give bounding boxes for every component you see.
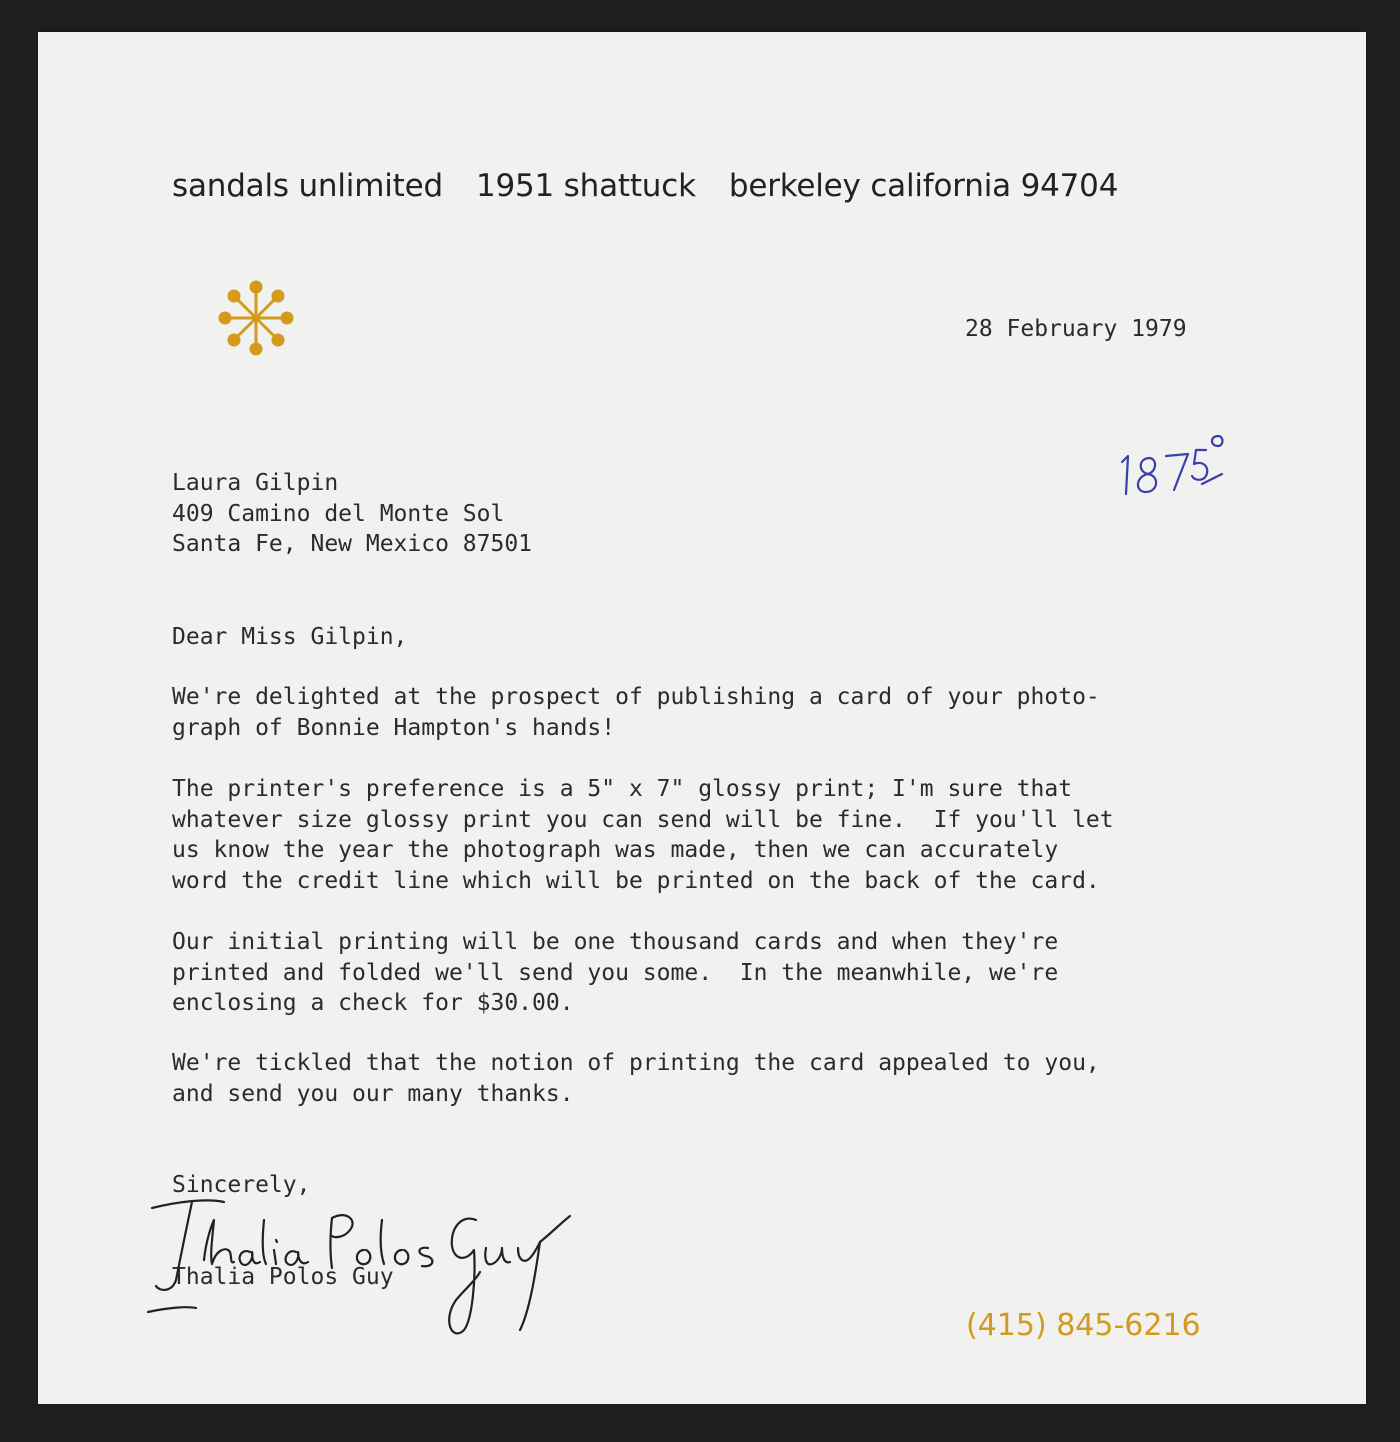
letterhead <box>172 168 1118 204</box>
paragraph: Our initial printing will be one thousand cards and when they're printed and folded we'll send you some. In the meanwhile, we're enclosing a check for $30.00. <box>172 929 1059 1017</box>
recipient-address <box>172 468 532 560</box>
city-address: berkeley california 94704 <box>728 168 1119 204</box>
closing: Sincerely, <box>172 1172 311 1198</box>
handwritten-margin-note <box>1114 432 1224 512</box>
salutation: Dear Miss Gilpin, <box>172 624 408 650</box>
paragraph: We're delighted at the prospect of publishing a card of your photo- graph of Bonnie Hampton's hands! <box>172 684 1100 741</box>
asterisk-flower-icon <box>218 280 294 356</box>
recipient-name: Laura Gilpin <box>172 470 339 496</box>
recipient-city: Santa Fe, New Mexico 87501 <box>172 531 533 558</box>
letter-page <box>38 32 1366 1404</box>
phone-number: (415) 845-6216 <box>966 1308 1201 1343</box>
handwritten-signature <box>146 1180 576 1350</box>
street-address: 1951 shattuck <box>475 168 696 204</box>
paragraph: We're tickled that the notion of printing the card appealed to you, and send you our many thanks. <box>172 1050 1100 1107</box>
paragraph: The printer's preference is a 5" x 7" glossy print; I'm sure that whatever size glossy print you can send will be fine. If you'll let us know the year the photograph was made, then we can accurately word the credit line which will be printed on the back of the card. <box>172 776 1114 894</box>
recipient-street: 409 Camino del Monte Sol <box>172 500 505 527</box>
letter-date: 28 February 1979 <box>965 316 1187 342</box>
signer-name: Thalia Polos Guy <box>172 1264 394 1290</box>
company-name: sandals unlimited <box>172 168 443 204</box>
